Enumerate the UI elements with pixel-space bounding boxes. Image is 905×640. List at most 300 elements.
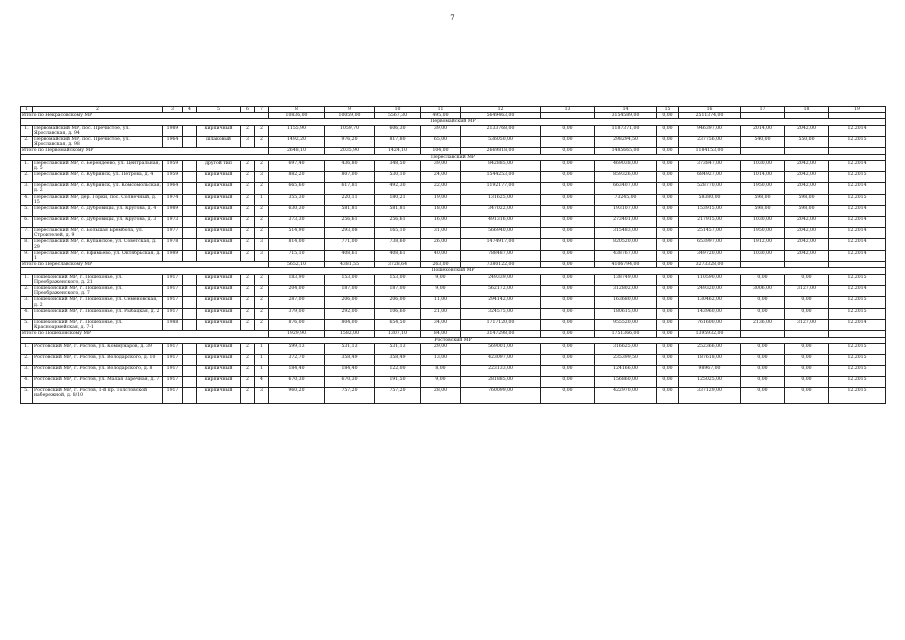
repair-cost: 324575,00 bbox=[461, 308, 541, 319]
completion-date: 12.2015 bbox=[829, 194, 886, 205]
wall-material: кирпичный bbox=[197, 387, 241, 403]
completion-date: 12.2014 bbox=[829, 183, 886, 194]
floors: 2 bbox=[241, 250, 255, 261]
municipal-share: 0,00 bbox=[657, 250, 679, 261]
completion-date: 12.2014 bbox=[829, 286, 886, 297]
total-value: 1395932,00 bbox=[679, 331, 741, 337]
specific-cost: 0,00 bbox=[741, 308, 785, 319]
floors: 2 bbox=[241, 387, 255, 403]
living-area: 581,81 bbox=[325, 206, 375, 217]
year-built: 1917 bbox=[163, 308, 183, 319]
private-area: 180,21 bbox=[375, 194, 421, 205]
fund-share: 0,00 bbox=[541, 250, 595, 261]
regional-share: 138749,00 bbox=[595, 274, 657, 285]
row-number: 5. bbox=[21, 206, 33, 217]
address: Переславский МР, с. Кубринск, ул. Комсомольская, д. 2 bbox=[34, 183, 161, 194]
owners-share: 251457,00 bbox=[679, 228, 741, 239]
wall-material: кирпичный bbox=[197, 354, 241, 365]
total-area: 599,13 bbox=[269, 343, 325, 354]
repair-cost: 566940,00 bbox=[461, 228, 541, 239]
wall-material: кирпичный bbox=[197, 206, 241, 217]
repair-cost: 788487,00 bbox=[461, 250, 541, 261]
fund-share: 0,00 bbox=[541, 343, 595, 354]
max-cost: 0,00 bbox=[785, 387, 829, 403]
regional-share: 124166,00 bbox=[595, 365, 657, 376]
fund-share: 0,00 bbox=[541, 194, 595, 205]
entrances: 1 bbox=[255, 365, 269, 376]
total-area: 184,40 bbox=[269, 365, 325, 376]
owners-share: 761600,00 bbox=[679, 319, 741, 330]
year-built: 1917 bbox=[163, 286, 183, 297]
living-area: 184,40 bbox=[325, 365, 375, 376]
max-cost: 2042,00 bbox=[785, 160, 829, 171]
completion-date: 12.2015 bbox=[829, 343, 886, 354]
entrances: 2 bbox=[255, 137, 269, 148]
floors: 3 bbox=[241, 137, 255, 148]
living-area: 358,49 bbox=[325, 354, 375, 365]
total-area: 665,60 bbox=[269, 183, 325, 194]
total-value: 1184153,00 bbox=[679, 148, 741, 154]
total-area: 183,90 bbox=[269, 274, 325, 285]
row-number: 5. bbox=[21, 319, 33, 330]
completion-date: 12.2014 bbox=[829, 206, 886, 217]
living-area: 757,20 bbox=[325, 387, 375, 403]
owners-share: 58380,00 bbox=[679, 194, 741, 205]
total-value: 2669818,00 bbox=[461, 148, 541, 154]
row-number: 8. bbox=[21, 239, 33, 250]
year-built: 1917 bbox=[163, 376, 183, 387]
max-cost: 598,00 bbox=[785, 206, 829, 217]
column-number: 18 bbox=[785, 107, 829, 113]
completion-date: 12.2014 bbox=[829, 125, 886, 136]
owners-share: 130462,00 bbox=[679, 297, 741, 308]
residents: 11,00 bbox=[421, 297, 461, 308]
wall-material: кирпичный bbox=[197, 172, 241, 183]
completion-date: 12.2015 bbox=[829, 354, 886, 365]
col-4 bbox=[183, 137, 197, 148]
address: Пошехонский МР, г. Пошехонье, ул. Красноармейская, д. 7-1 bbox=[33, 319, 163, 330]
year-built: 1959 bbox=[163, 160, 183, 171]
total-value: 3147298,00 bbox=[461, 331, 541, 337]
column-number: 13 bbox=[541, 107, 595, 113]
total-area: 379,00 bbox=[269, 308, 325, 319]
total-label: Итого по Переславскому МР bbox=[21, 262, 269, 268]
specific-cost: 2014,00 bbox=[741, 125, 785, 136]
fund-share: 0,00 bbox=[541, 387, 595, 403]
owners-share: 252366,00 bbox=[679, 343, 741, 354]
entrances: 3 bbox=[255, 239, 269, 250]
max-cost: 0,00 bbox=[785, 297, 829, 308]
column-number: 6 bbox=[241, 107, 255, 113]
column-number: 12 bbox=[461, 107, 541, 113]
total-value: 10836,00 bbox=[269, 113, 325, 119]
repair-cost: 562172,00 bbox=[461, 286, 541, 297]
max-cost: 0,00 bbox=[785, 274, 829, 285]
col-4 bbox=[183, 250, 197, 261]
entrances: 3 bbox=[255, 172, 269, 183]
col-4 bbox=[183, 228, 197, 239]
municipal-share: 0,00 bbox=[657, 365, 679, 376]
total-area: 1155,90 bbox=[269, 125, 325, 136]
private-area: 817,80 bbox=[375, 137, 421, 148]
fund-share: 0,00 bbox=[541, 183, 595, 194]
private-area: 153,00 bbox=[375, 274, 421, 285]
max-cost: 2042,00 bbox=[785, 125, 829, 136]
living-area: 187,00 bbox=[325, 286, 375, 297]
col-4 bbox=[183, 217, 197, 228]
max-cost: 0,00 bbox=[785, 365, 829, 376]
address: Ростовский МР, г. Ростов, ул. Володарского, д. 10 bbox=[33, 354, 163, 365]
year-built: 1917 bbox=[163, 387, 183, 403]
owners-share: 653997,00 bbox=[679, 239, 741, 250]
max-cost: 3127,00 bbox=[785, 319, 829, 330]
building-row bbox=[21, 387, 886, 403]
wall-material: кирпичный bbox=[197, 194, 241, 205]
repair-cost: 281885,00 bbox=[461, 376, 541, 387]
wall-material: кирпичный bbox=[197, 376, 241, 387]
col-4 bbox=[183, 194, 197, 205]
total-area: 355,30 bbox=[269, 194, 325, 205]
wall-material: кирпичный bbox=[197, 343, 241, 354]
municipal-share: 0,00 bbox=[657, 183, 679, 194]
year-built: 1973 bbox=[163, 217, 183, 228]
entrances: 2 bbox=[255, 206, 269, 217]
repair-cost: 1717120,00 bbox=[461, 319, 541, 330]
living-area: 976,20 bbox=[325, 137, 375, 148]
private-area: 530,10 bbox=[375, 172, 421, 183]
municipal-share: 0,00 bbox=[657, 297, 679, 308]
municipal-share: 0,00 bbox=[657, 239, 679, 250]
address: Первомайский МР, пос. Пречистое, ул. Ярославская, д. 98 bbox=[33, 137, 163, 148]
fund-share: 0,00 bbox=[541, 217, 595, 228]
specific-cost: 2136,00 bbox=[741, 319, 785, 330]
total-label: Итого по Некрасовскому МР bbox=[21, 113, 269, 119]
row-number: 9. bbox=[21, 250, 33, 261]
completion-date: 12.2015 bbox=[829, 365, 886, 376]
specific-cost: 1950,00 bbox=[741, 183, 785, 194]
residents: 28,00 bbox=[421, 387, 461, 403]
wall-material: кирпичный bbox=[197, 274, 241, 285]
owners-share: 373847,00 bbox=[679, 160, 741, 171]
specific-cost: 0,00 bbox=[741, 297, 785, 308]
building-row bbox=[21, 228, 886, 239]
municipal-share: 0,00 bbox=[657, 172, 679, 183]
owners-share: 187618,00 bbox=[679, 354, 741, 365]
col-4 bbox=[183, 308, 197, 319]
total-value: 1929,90 bbox=[269, 331, 325, 337]
specific-cost: 0,00 bbox=[741, 274, 785, 285]
address: Переславский МР, с. Купанское, ул. Советская, д. 29 bbox=[33, 239, 163, 250]
regional-share: 73245,00 bbox=[595, 194, 657, 205]
private-area: 581,81 bbox=[375, 206, 421, 217]
max-cost: 2042,00 bbox=[785, 228, 829, 239]
specific-cost: 1030,00 bbox=[741, 160, 785, 171]
wall-material: кирпичный bbox=[197, 239, 241, 250]
address: Переславский МР, с. Берендеево, ул. Центральная, д. 5 bbox=[33, 160, 163, 171]
floors: 2 bbox=[241, 274, 255, 285]
address: Переславский МР, с. Кубринск, ул. Петрова, д. 4 bbox=[33, 172, 163, 183]
max-cost: 2042,00 bbox=[785, 217, 829, 228]
municipal-share: 0,00 bbox=[657, 125, 679, 136]
entrances: 2 bbox=[255, 183, 269, 194]
fund-share: 0,00 bbox=[541, 274, 595, 285]
address: Пошехонский МР, г. Пошехонье, ул. Семеновская, д. 2 bbox=[33, 297, 163, 308]
building-row bbox=[21, 239, 886, 250]
municipal-share: 0,00 bbox=[657, 228, 679, 239]
wall-material: кирпичный bbox=[197, 250, 241, 261]
specific-cost: 1030,00 bbox=[741, 217, 785, 228]
owners-share: 684927,00 bbox=[679, 172, 741, 183]
municipal-share: 0,00 bbox=[657, 274, 679, 285]
building-row bbox=[21, 343, 886, 354]
column-number: 11 bbox=[421, 107, 461, 113]
regional-share: 422970,00 bbox=[595, 387, 657, 403]
owners-share: 237756,00 bbox=[679, 137, 741, 148]
total-value: 104,00 bbox=[421, 148, 461, 154]
specific-cost: 1950,00 bbox=[741, 228, 785, 239]
wall-material: кирпичный bbox=[197, 125, 241, 136]
fund-share: 0,00 bbox=[541, 125, 595, 136]
entrances: 2 bbox=[255, 308, 269, 319]
fund-share: 0,00 bbox=[541, 365, 595, 376]
floors: 2 bbox=[241, 286, 255, 297]
year-built: 1989 bbox=[163, 206, 183, 217]
max-cost: 598,00 bbox=[785, 194, 829, 205]
specific-cost: 1014,00 bbox=[741, 172, 785, 183]
fund-share: 0,00 bbox=[541, 319, 595, 330]
total-area: 814,00 bbox=[269, 239, 325, 250]
municipal-share: 0,00 bbox=[657, 206, 679, 217]
living-area: 153,00 bbox=[325, 274, 375, 285]
total-value: 3273328,00 bbox=[679, 262, 741, 268]
living-area: 804,00 bbox=[325, 319, 375, 330]
floors: 2 bbox=[241, 343, 255, 354]
address: Ростовский МР, г. Ростов, ул. Малая Заречная, д. 7 bbox=[33, 376, 163, 387]
completion-date: 12.2014 bbox=[829, 160, 886, 171]
total-value: 263,00 bbox=[421, 262, 461, 268]
entrances: 2 bbox=[255, 274, 269, 285]
specific-cost: 1030,00 bbox=[741, 250, 785, 261]
living-area: 220,11 bbox=[325, 194, 375, 205]
residents: 24,00 bbox=[421, 172, 461, 183]
repair-cost: 491316,00 bbox=[461, 217, 541, 228]
regional-share: 235399,50 bbox=[595, 354, 657, 365]
total-area: 715,10 bbox=[269, 250, 325, 261]
municipal-share: 0,00 bbox=[657, 354, 679, 365]
regional-share: 469038,00 bbox=[595, 160, 657, 171]
wall-material: кирпичный bbox=[197, 297, 241, 308]
fund-share: 0,00 bbox=[541, 308, 595, 319]
private-area: 122,00 bbox=[375, 365, 421, 376]
total-value: 0,00 bbox=[657, 331, 679, 337]
address: Пошехонский МР, г. Пошехонье, ул. Преображенского, д. 7 bbox=[33, 286, 163, 297]
owners-share: 249320,00 bbox=[679, 286, 741, 297]
total-label: Итого по Пошехонскому МР bbox=[21, 331, 269, 337]
municipal-share: 0,00 bbox=[657, 217, 679, 228]
year-built: 1964 bbox=[163, 183, 183, 194]
completion-date: 12.2015 bbox=[829, 172, 886, 183]
fund-share: 0,00 bbox=[541, 172, 595, 183]
row-number: 2. bbox=[21, 172, 33, 183]
owners-share: 98967,00 bbox=[679, 365, 741, 376]
year-built: 1989 bbox=[163, 125, 183, 136]
private-area: 256,61 bbox=[375, 217, 421, 228]
max-cost: 0,00 bbox=[785, 343, 829, 354]
column-number: 2 bbox=[33, 107, 163, 113]
column-number: 15 bbox=[657, 107, 679, 113]
row-number: 4. bbox=[21, 308, 33, 319]
building-row bbox=[21, 274, 886, 285]
total-area: 882,20 bbox=[269, 172, 325, 183]
total-value: 84,00 bbox=[421, 331, 461, 337]
total-value: 2648,10 bbox=[269, 148, 325, 154]
residents: 9,00 bbox=[421, 286, 461, 297]
entrances: 2 bbox=[255, 217, 269, 228]
residents: 13,00 bbox=[421, 354, 461, 365]
address: Ростовский МР, г. Ростов, ул. Коммунаров, д. 39 bbox=[33, 343, 163, 354]
max-cost: 0,00 bbox=[785, 354, 829, 365]
living-area: 256,61 bbox=[325, 217, 375, 228]
building-row bbox=[21, 354, 886, 365]
residents: 8,00 bbox=[421, 365, 461, 376]
total-value: 3154589,00 bbox=[595, 113, 657, 119]
col-4 bbox=[183, 286, 197, 297]
total-area: 670,30 bbox=[269, 376, 325, 387]
private-area: 492,30 bbox=[375, 183, 421, 194]
repair-cost: 1544253,00 bbox=[461, 172, 541, 183]
col-4 bbox=[183, 343, 197, 354]
floors: 2 bbox=[241, 297, 255, 308]
building-row bbox=[21, 125, 886, 136]
column-number: 19 bbox=[829, 107, 886, 113]
residents: 18,00 bbox=[421, 206, 461, 217]
floors: 2 bbox=[241, 354, 255, 365]
fund-share: 0,00 bbox=[541, 228, 595, 239]
section-title: Ростовский МР bbox=[21, 337, 886, 343]
max-cost: 2042,00 bbox=[785, 183, 829, 194]
total-value: 5652,10 bbox=[269, 262, 325, 268]
specific-cost: 0,00 bbox=[741, 365, 785, 376]
residents: 21,00 bbox=[421, 308, 461, 319]
address: Пошехонский МР, г. Пошехонье, ул. Преображенского, д. 21 bbox=[33, 274, 163, 285]
max-cost: 0,00 bbox=[785, 376, 829, 387]
column-number: 16 bbox=[679, 107, 741, 113]
owners-share: 528770,00 bbox=[679, 183, 741, 194]
completion-date: 12.2014 bbox=[829, 239, 886, 250]
completion-date: 12.2015 bbox=[829, 376, 886, 387]
row-number: 3. bbox=[21, 183, 33, 194]
specific-cost: 598,00 bbox=[741, 194, 785, 205]
housing-register-table bbox=[20, 106, 886, 404]
living-area: 1059,70 bbox=[325, 125, 375, 136]
municipal-share: 0,00 bbox=[657, 319, 679, 330]
specific-cost: 0,00 bbox=[741, 354, 785, 365]
regional-share: 156860,00 bbox=[595, 376, 657, 387]
living-area: 408,61 bbox=[325, 250, 375, 261]
specific-cost: 0,00 bbox=[741, 376, 785, 387]
entrances: 1 bbox=[255, 354, 269, 365]
total-value: 2511374,00 bbox=[679, 113, 741, 119]
total-label: Итого по Первомайскому МР bbox=[21, 148, 269, 154]
private-area: 106,60 bbox=[375, 308, 421, 319]
total-area: 960,20 bbox=[269, 387, 325, 403]
col-4 bbox=[183, 319, 197, 330]
total-value: 2035,90 bbox=[325, 148, 375, 154]
total-area: 697,40 bbox=[269, 160, 325, 171]
total-value: 1485665,00 bbox=[595, 148, 657, 154]
col-4 bbox=[183, 365, 197, 376]
column-number: 14 bbox=[595, 107, 657, 113]
page-number: 7 bbox=[450, 14, 455, 22]
specific-cost: 0,00 bbox=[741, 343, 785, 354]
regional-share: 193107,00 bbox=[595, 206, 657, 217]
section-title: Переславский МР bbox=[21, 154, 886, 160]
building-row bbox=[21, 250, 886, 261]
private-area: 408,61 bbox=[375, 250, 421, 261]
column-number: 1 bbox=[21, 107, 33, 113]
address: Переславский МР, с. Большая Брембола, ул. Строителей, д. 9 bbox=[33, 228, 163, 239]
private-area: 187,00 bbox=[375, 286, 421, 297]
fund-share: 0,00 bbox=[541, 239, 595, 250]
entrances: 2 bbox=[255, 319, 269, 330]
repair-cost: 294142,00 bbox=[461, 297, 541, 308]
address: Переславский МР, с. Дубровицы, ул. Кругова, д. 3 bbox=[33, 217, 163, 228]
col-4 bbox=[183, 297, 197, 308]
total-value: 5567,30 bbox=[375, 113, 421, 119]
entrances: 3 bbox=[255, 387, 269, 403]
entrances: 2 bbox=[255, 160, 269, 171]
max-cost: 2042,00 bbox=[785, 172, 829, 183]
total-area: 630,30 bbox=[269, 206, 325, 217]
total-value: 0,00 bbox=[541, 148, 595, 154]
max-cost: 2042,00 bbox=[785, 239, 829, 250]
entrances: 3 bbox=[255, 250, 269, 261]
building-row bbox=[21, 286, 886, 297]
section-title: Первомайский МР bbox=[21, 119, 886, 125]
row-number: 1. bbox=[21, 343, 33, 354]
owners-share: 337129,00 bbox=[679, 387, 741, 403]
completion-date: 12.2015 bbox=[829, 274, 886, 285]
row-number: 4. bbox=[21, 194, 33, 205]
entrances: 2 bbox=[255, 297, 269, 308]
col-4 bbox=[183, 125, 197, 136]
fund-share: 0,00 bbox=[541, 206, 595, 217]
floors: 2 bbox=[241, 376, 255, 387]
total-area: 373,30 bbox=[269, 217, 325, 228]
floors: 2 bbox=[241, 160, 255, 171]
wall-material: другой тип bbox=[197, 160, 241, 171]
building-row bbox=[21, 365, 886, 376]
column-number: 3 bbox=[163, 107, 183, 113]
building-row bbox=[21, 308, 886, 319]
total-area: 876,00 bbox=[269, 319, 325, 330]
floors: 2 bbox=[241, 194, 255, 205]
regional-share: 180615,00 bbox=[595, 308, 657, 319]
owners-share: 153915,00 bbox=[679, 206, 741, 217]
column-number: 7 bbox=[255, 107, 269, 113]
year-built: 1974 bbox=[163, 194, 183, 205]
wall-material: кирпичный bbox=[197, 308, 241, 319]
owners-share: 349720,00 bbox=[679, 250, 741, 261]
repair-cost: 249339,00 bbox=[461, 274, 541, 285]
completion-date: 12.2014 bbox=[829, 217, 886, 228]
entrances: 2 bbox=[255, 228, 269, 239]
address: Ростовский МР, г. Ростов, 1-й пр. Толстовской набережной, д. 8/10 bbox=[33, 387, 163, 403]
repair-cost: 1474917,00 bbox=[461, 239, 541, 250]
regional-share: 298294,50 bbox=[595, 137, 657, 148]
col-4 bbox=[183, 376, 197, 387]
owners-share: 125025,00 bbox=[679, 376, 741, 387]
